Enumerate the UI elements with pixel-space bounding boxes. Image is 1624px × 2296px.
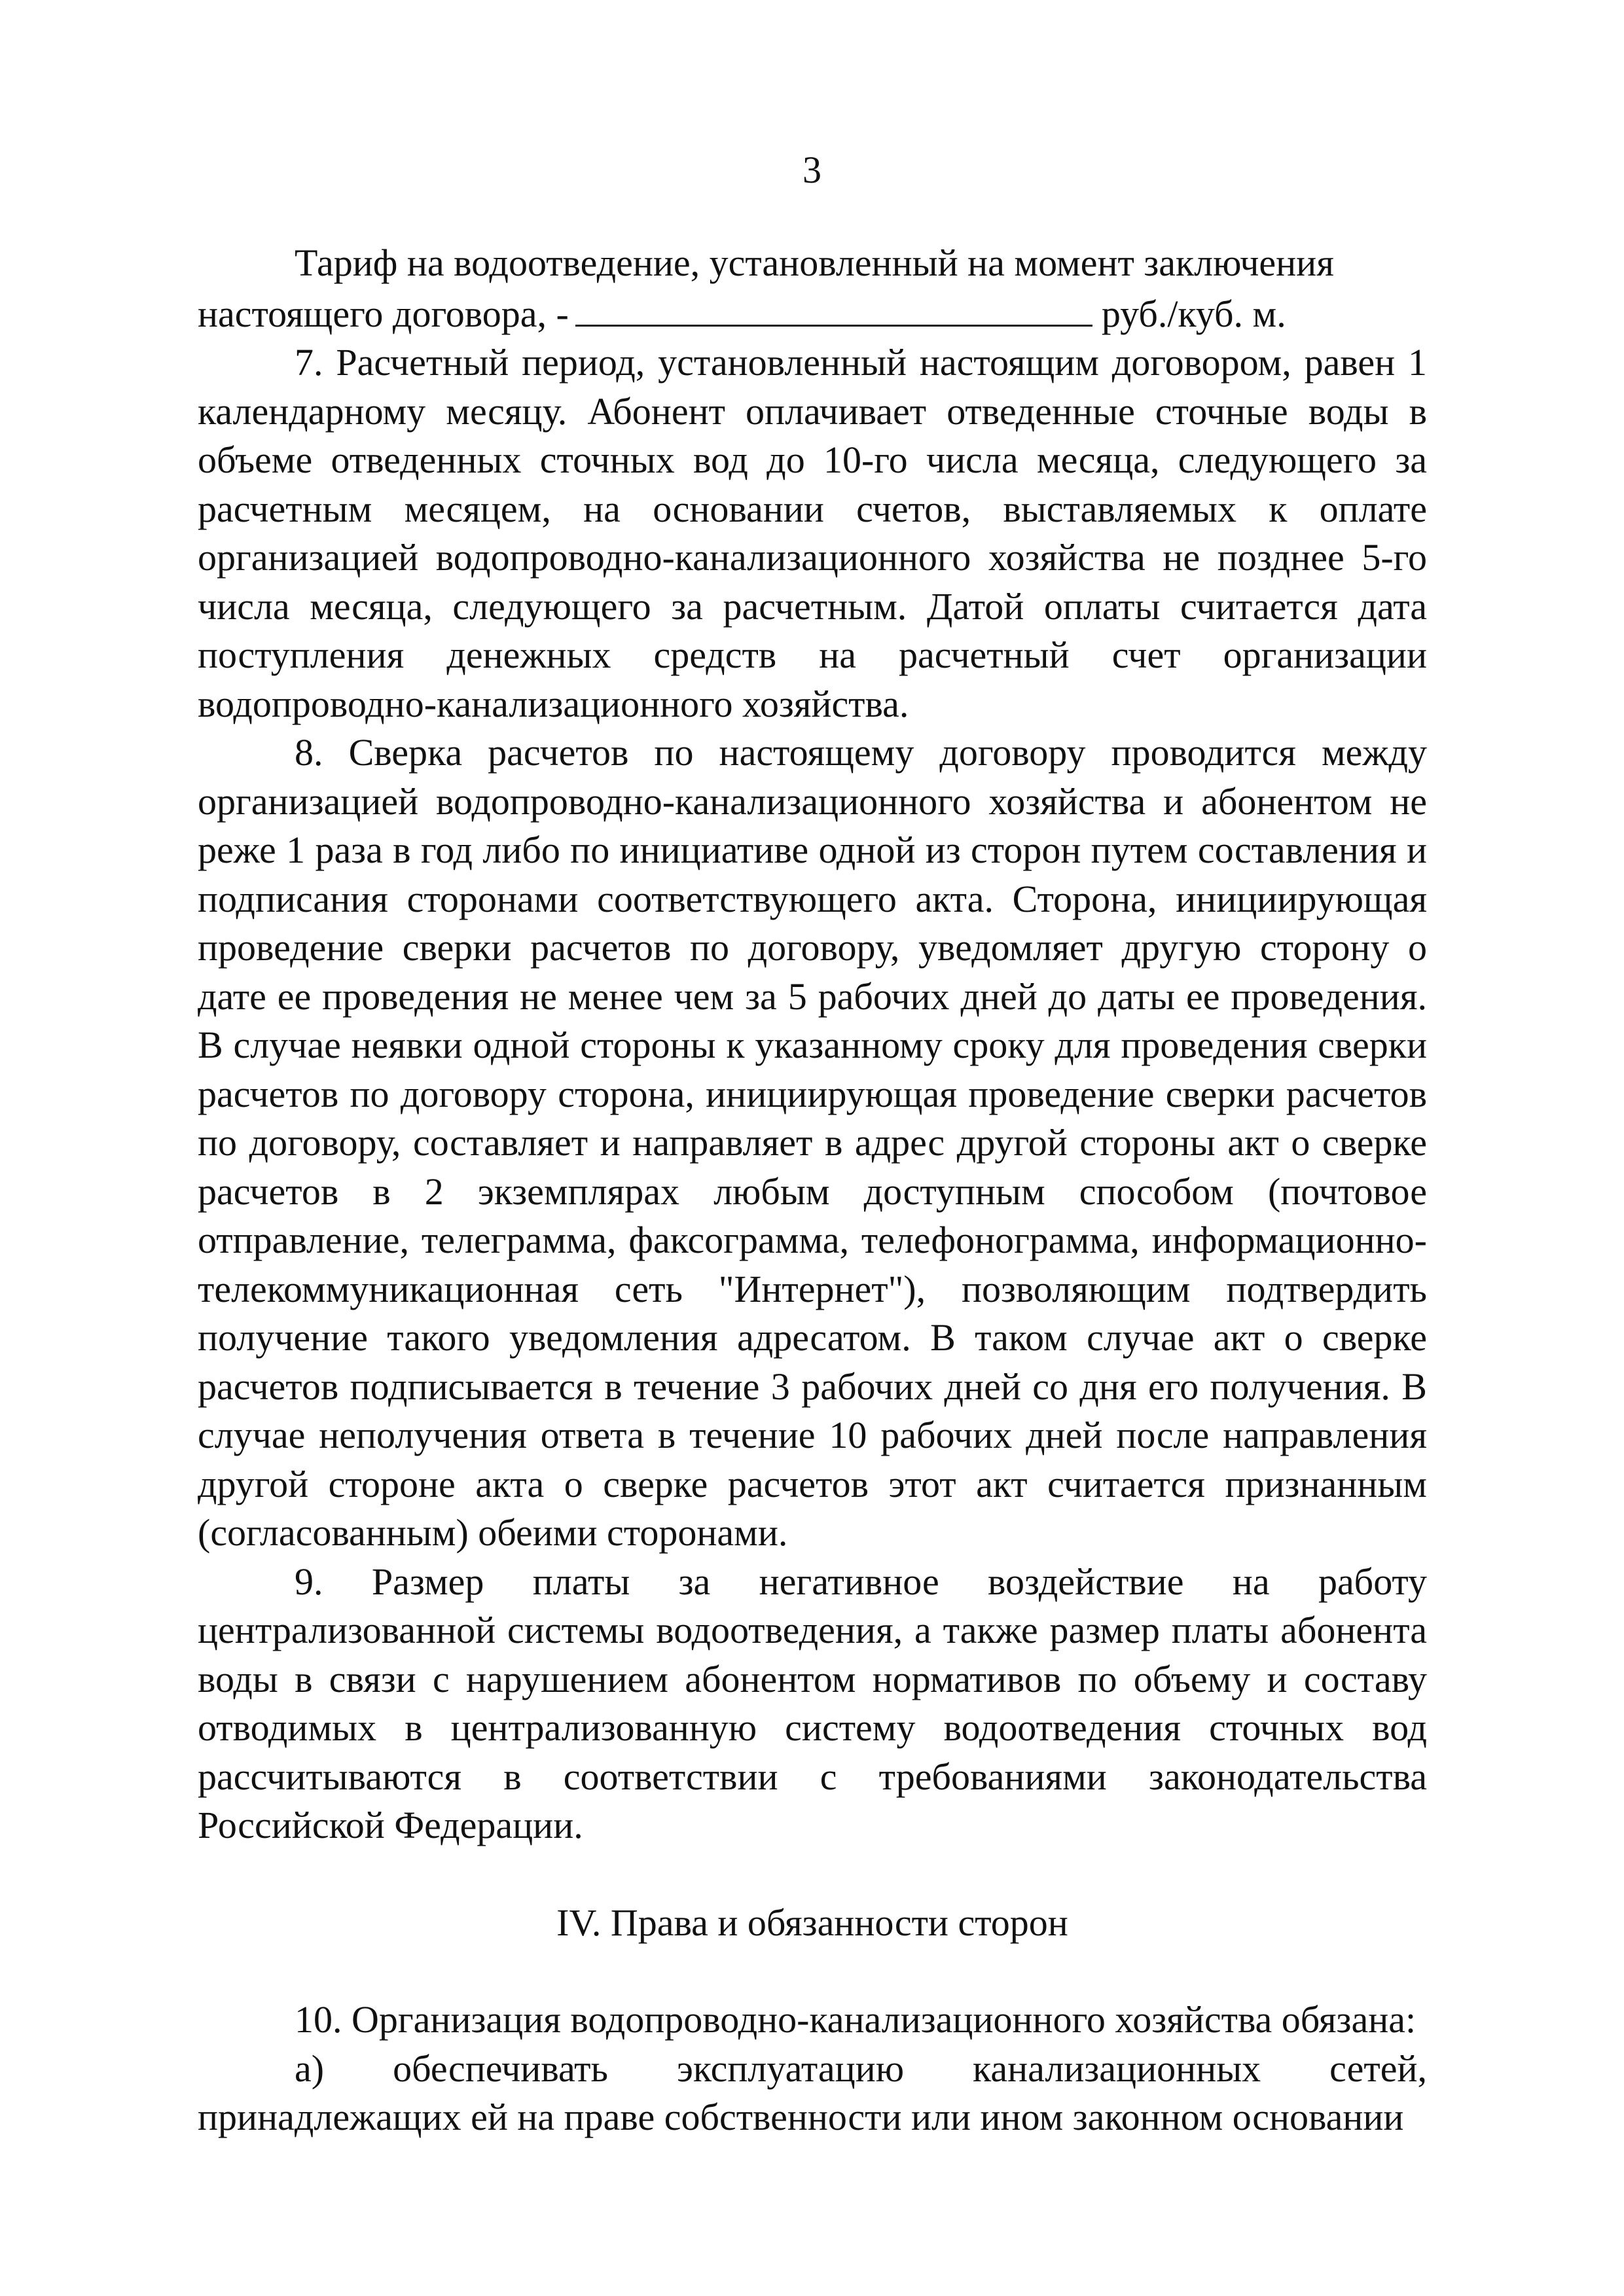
tariff-prefix: настоящего договора, - [198,292,569,335]
clause-9 [198,1558,1427,1850]
clause-7 [198,338,1427,728]
tariff-paragraph [198,239,1427,288]
tariff-unit: руб./куб. м. [1101,292,1286,335]
clause-label: а) [295,2047,325,2090]
section-heading: IV. Права и обязанности сторон [556,1901,1068,1944]
clause-10a [198,2045,1427,2142]
tariff-blank-field [575,288,1092,327]
tariff-first-line: Тариф на водоотведение, установленный на момент заключения [295,242,1334,284]
clause-number: 9. [295,1560,323,1603]
clause-number: 8. [295,731,323,774]
page-number: 3 [803,149,821,191]
clause-text: Размер платы за негативное воздействие на работу централизованной системы водоотведения, а также размер платы абонента воды в связи с нарушением абонентом нормативов по объему и составу отводимых в централизованную систему водоотведения сточных вод рассчитываются в соответствии с требованиями законодательства Российской Федерации. [198,1560,1428,1846]
clause-text: Сверка расчетов по настоящему договору проводится между организацией водопроводно-канализационного хозяйства и абонентом не реже 1 раза в год либо по инициативе одной из сторон путем составления и подписания сторонами соответствующего акта. Сторона, инициирующая проведение сверки расчетов по договору, уведомляет другую сторону о дате ее проведения не менее чем за 5 рабочих дней до даты ее проведения. В случае неявки одной стороны к указанному сроку для проведения сверки расчетов по договору сторона, инициирующая проведение сверки расчетов по договору, составляет и направляет в адрес другой стороны акт о сверке расчетов в 2 экземплярах любым доступным способом (почтовое отправление, телеграмма, факсограмма, телефонограмма, информационно-телекоммуникационная сеть "Интернет"), позволяющим подтвердить получение такого уведомления адресатом. В таком случае акт о сверке расчетов подписывается в течение 3 рабочих дней со дня его получения. В случае неполучения ответа в течение 10 рабочих дней после направления другой стороне акта о сверке расчетов этот акт считается признанным (согласованным) обеими сторонами. [198,731,1428,1554]
clause-text: Расчетный период, установленный настоящим договором, равен 1 календарному месяцу. Абонент оплачивает отведенные сточные воды в объеме отведенных сточных вод до 10-го числа месяца, следующего за расчетным месяцем, на основании счетов, выставляемых к оплате организацией водопроводно-канализационного хозяйства не позднее 5-го числа месяца, следующего за расчетным. Датой оплаты считается дата поступления денежных средств на расчетный счет организации водопроводно-канализационного хозяйства. [198,341,1427,725]
clause-8 [198,728,1427,1558]
clause-number: 7. [295,341,323,384]
tariff-second-line [198,288,1427,339]
clause-text: обеспечивать эксплуатацию канализационных сетей, принадлежащих ей на праве собственности или ином законном основании [198,2047,1428,2138]
clause-10: 10. Организация водопроводно-канализационного хозяйства обязана: [295,1998,1416,2041]
document-body [198,239,1427,2142]
